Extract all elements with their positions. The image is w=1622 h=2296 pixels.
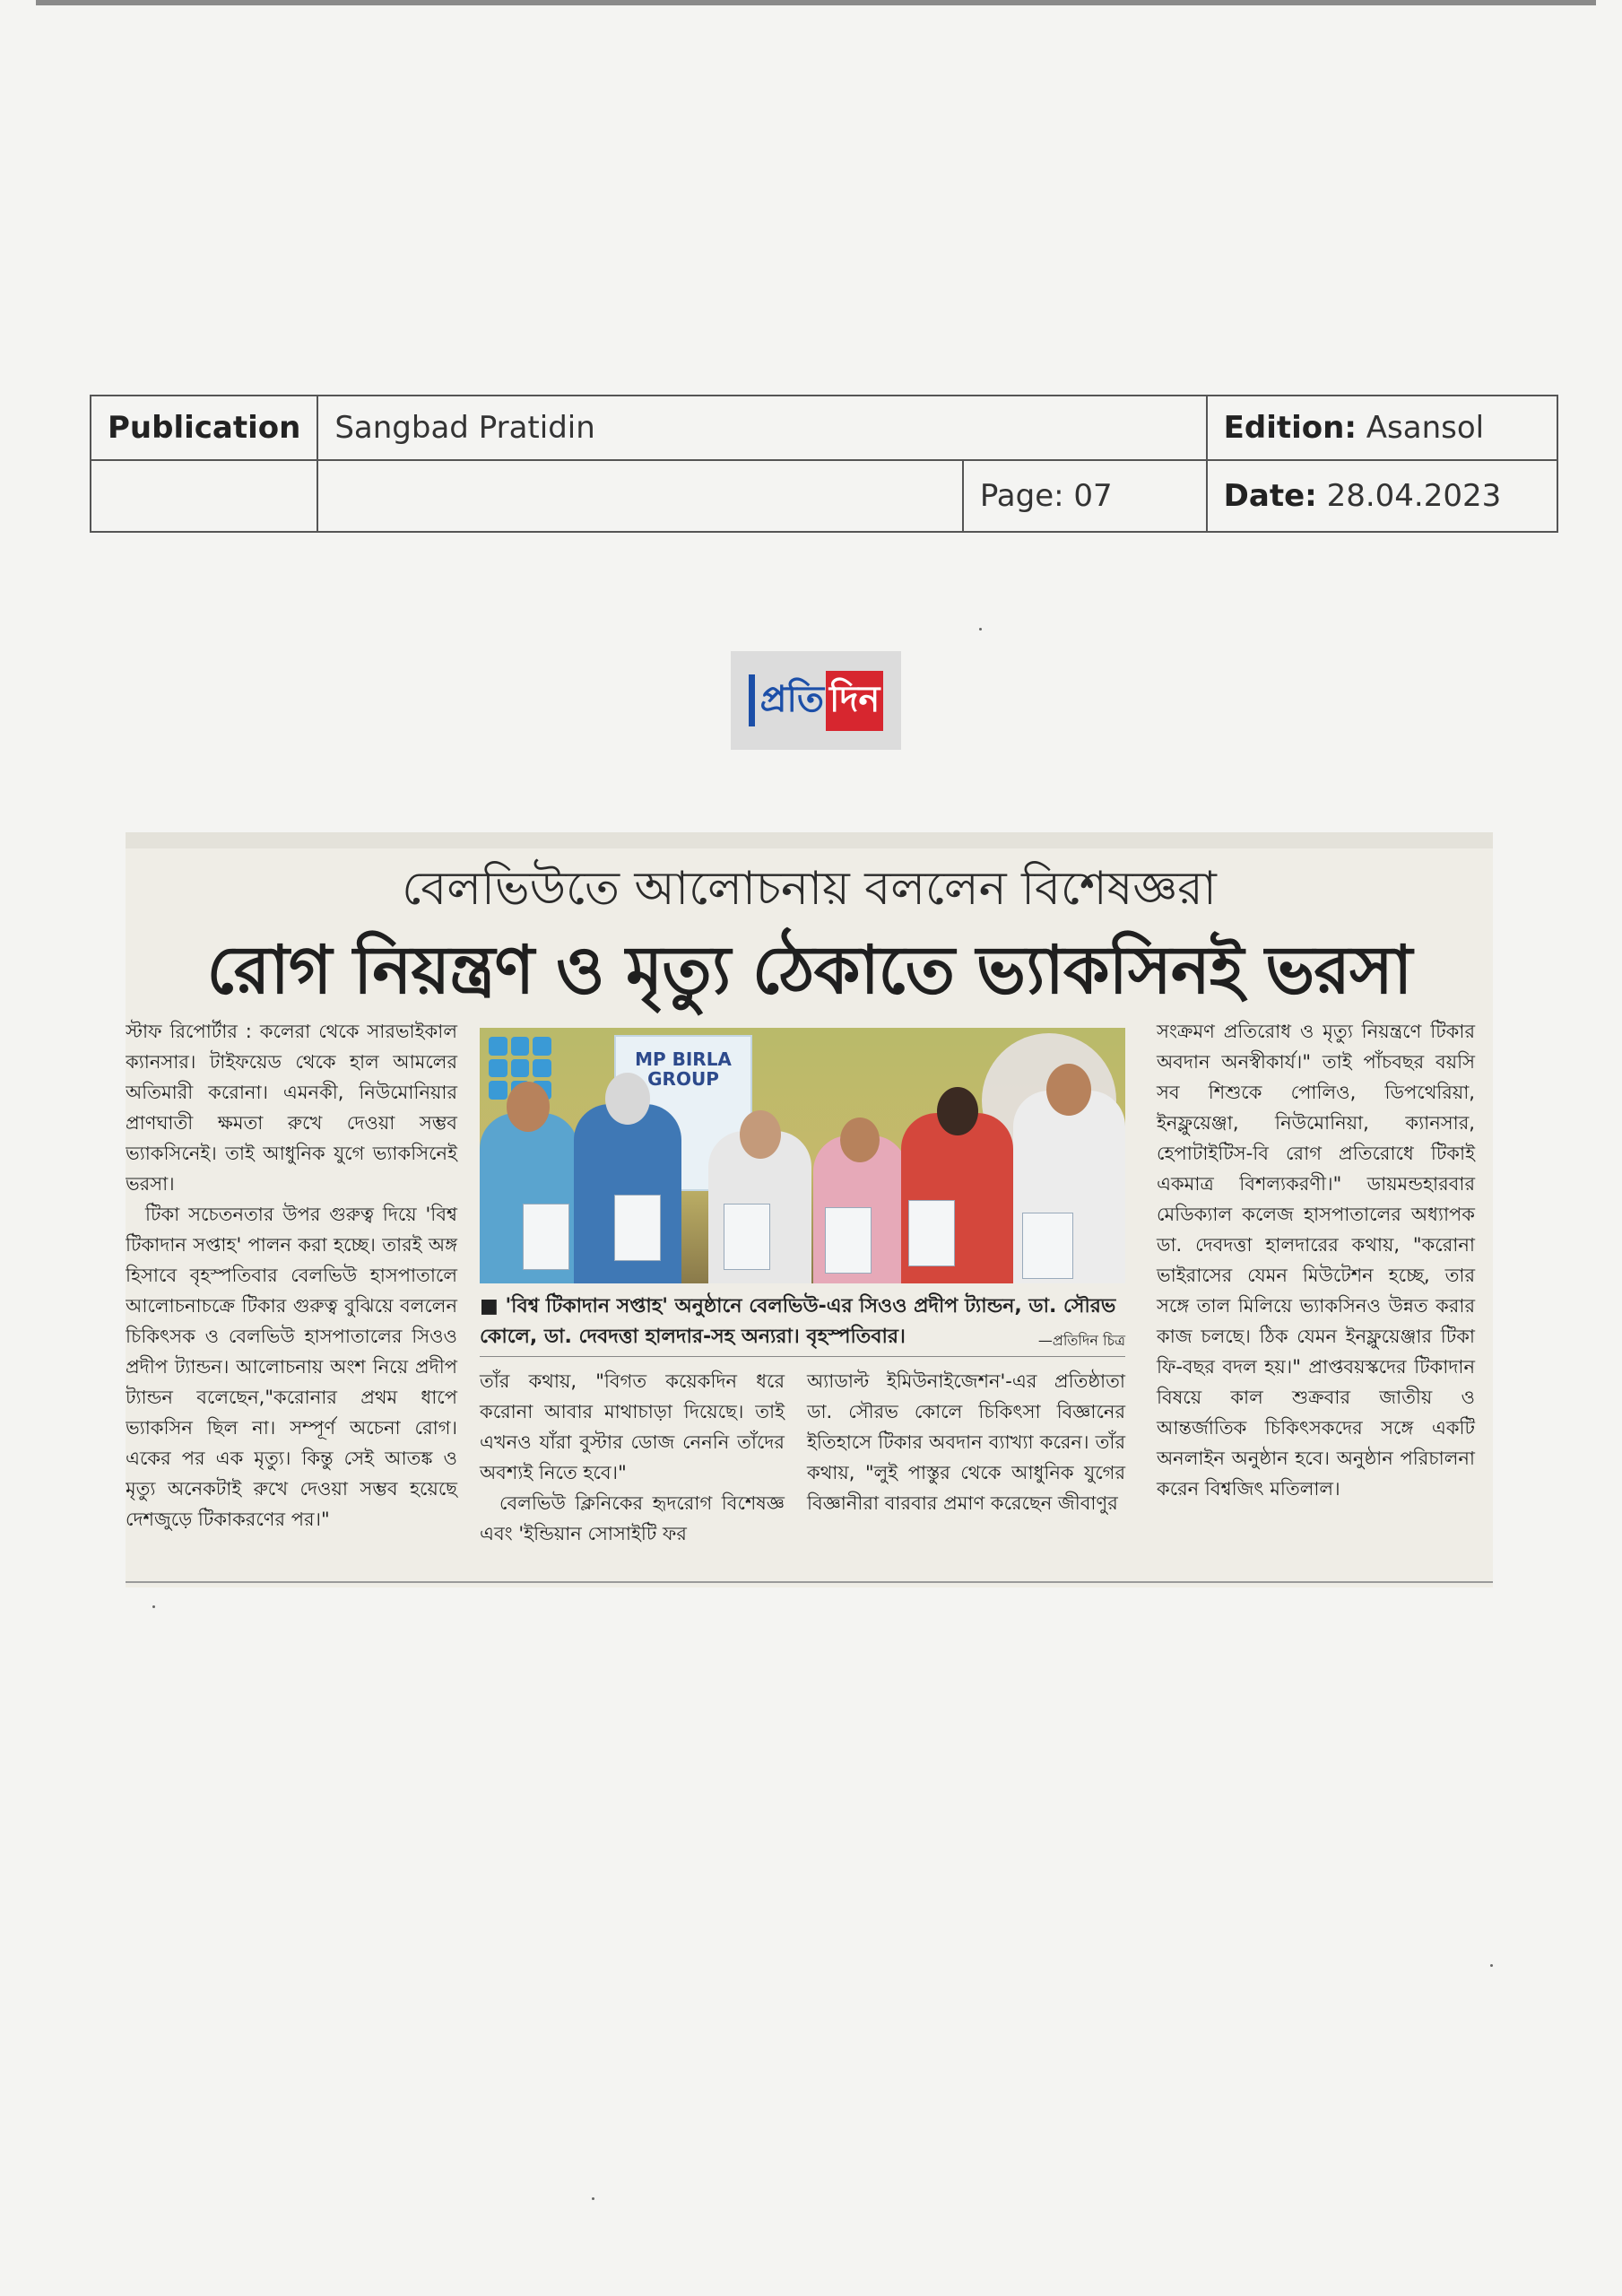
- bleed-through-strip: [126, 832, 1493, 848]
- clipping-metadata-table: [90, 395, 1558, 533]
- sponsor-banner-text: MP BIRLA GROUP: [635, 1048, 732, 1090]
- scan-speck: [152, 1605, 155, 1608]
- edition-label: Edition:: [1223, 410, 1357, 446]
- person-2-head: [605, 1073, 650, 1125]
- date-label: Date:: [1223, 478, 1317, 514]
- column-middle-2: [807, 1366, 1125, 1518]
- column-middle-1-paragraph-1: তাঁর কথায়, "বিগত কয়েকদিন ধরে করোনা আবার মাথাচাড়া দিয়েছে। তাই এখনও যাঁরা বুস্টার ডোজ নেননি তাঁদের অবশ্যই নিতে হবে।": [480, 1370, 785, 1483]
- edition-value: Asansol: [1366, 410, 1485, 446]
- held-poster: [825, 1207, 872, 1274]
- caption-divider: [480, 1356, 1125, 1357]
- publication-label-cell: [91, 396, 317, 460]
- person-6-head: [1046, 1064, 1091, 1116]
- person-1-head: [507, 1082, 550, 1132]
- date-value: 28.04.2023: [1326, 478, 1502, 514]
- column-right-paragraph-1: সংক্রমণ প্রতিরোধ ও মৃত্যু নিয়ন্ত্রণে টিকার অবদান অনস্বীকার্য।" তাই পাঁচবছর বয়সি সব শিশুকে পোলিও, ডিপথেরিয়া, ইনফ্লুয়েঞ্জা, নিউমোনিয়া, ক্যানসার, হেপাটাইটিস-বি রোগ প্রতিরোধে টিকাই একমাত্র বিশল্যকরণী।" ডায়মন্ডহারবার মেডিক্যাল কলেজ হাসপাতালের অধ্যাপক ডা. দেবদত্তা হালদারের কথায়, "করোনা ভাইরাসের যেমন মিউটেশন হচ্ছে, তার সঙ্গে তাল মিলিয়ে ভ্যাকসিনও উন্নত করার কাজ চলছে। ঠিক যেমন ইনফ্লুয়েঞ্জার টিকা ফি-বছর বদল হয়।" প্রাপ্তবয়স্কদের টিকাদান বিষয়ে কাল শুক্রবার জাতীয় ও আন্তর্জাতিক চিকিৎসকদের সঙ্গে একটি অনলাইন অনুষ্ঠান হবে। অনুষ্ঠান পরিচালনা করেন বিশ্বজিৎ মতিলাল।: [1157, 1021, 1475, 1500]
- empty-cell-left: [91, 460, 317, 532]
- newspaper-clipping: [126, 832, 1493, 1587]
- newspaper-logo: [731, 651, 901, 750]
- logo-text-part1: প্রতি: [759, 677, 824, 720]
- event-photo: [480, 1028, 1125, 1283]
- person-5-head: [937, 1087, 978, 1135]
- column-middle-1-paragraph-2: বেলভিউ ক্লিনিকের হৃদরোগ বিশেষজ্ঞ এবং 'ইন্ডিয়ান সোসাইটি ফর: [480, 1492, 785, 1544]
- publication-value: Sangbad Pratidin: [317, 396, 1206, 460]
- clipping-bottom-rule: [126, 1581, 1493, 1583]
- caption-text: ■ 'বিশ্ব টিকাদান সপ্তাহ' অনুষ্ঠানে বেলভিউ-এর সিওও প্রদীপ ট্যান্ডন, ডা. সৌরভ কোলে, ডা. দেবদত্তা হালদার-সহ অন্যরা। বৃহস্পতিবার।: [480, 1295, 1116, 1348]
- scan-speck: [979, 628, 982, 631]
- photo-credit: —প্রতিদিন চিত্র: [1037, 1332, 1125, 1349]
- person-3-head: [740, 1110, 781, 1159]
- column-left-paragraph-1: স্টাফ রিপোর্টার : কলেরা থেকে সারভাইকাল ক্যানসার। টাইফয়েড থেকে হাল আমলের অতিমারী করোনা। এমনকী, নিউমোনিয়ার প্রাণঘাতী ক্ষমতা রুখে দেওয়া সম্ভব ভ্যাকসিনেই। তাই আধুনিক যুগে ভ্যাকসিনেই ভরসা।: [126, 1021, 457, 1195]
- date-cell: [1207, 460, 1557, 532]
- logo-text-part2: দিন: [826, 671, 883, 731]
- page-value: Page: 07: [963, 460, 1207, 532]
- column-left: [126, 1016, 457, 1535]
- empty-cell-middle: [317, 460, 962, 532]
- held-poster: [523, 1204, 569, 1270]
- scan-top-edge: [36, 0, 1596, 5]
- column-middle-1: [480, 1366, 785, 1549]
- column-middle-2-paragraph-1: অ্যাডাল্ট ইমিউনাইজেশন'-এর প্রতিষ্ঠাতা ডা. সৌরভ কোলে চিকিৎসা বিজ্ঞানের ইতিহাসে টিকার অবদান ব্যাখ্যা করেন। তাঁর কথায়, "লুই পাস্তুর থেকে আধুনিক যুগের বিজ্ঞানীরা বারবার প্রমাণ করেছেন জীবাণুর: [807, 1370, 1125, 1514]
- held-poster: [1022, 1213, 1073, 1279]
- held-poster: [908, 1200, 955, 1266]
- photo-caption: [480, 1292, 1125, 1356]
- article-headline: রোগ নিয়ন্ত্রণ ও মৃত্যু ঠেকাতে ভ্যাকসিনই ভরসা: [206, 932, 1412, 1009]
- logo-bar: [749, 674, 755, 726]
- scan-speck: [1490, 1964, 1493, 1967]
- column-right: [1157, 1016, 1475, 1504]
- article-kicker: বেলভিউতে আলোচনায় বললেন বিশেষজ্ঞরা: [402, 862, 1217, 916]
- publication-label: Publication: [108, 410, 301, 446]
- held-poster: [724, 1204, 770, 1270]
- column-left-paragraph-2: টিকা সচেতনতার উপর গুরুত্ব দিয়ে 'বিশ্ব টিকাদান সপ্তাহ' পালন করা হচ্ছে। তারই অঙ্গ হিসাবে বৃহস্পতিবার বেলভিউ হাসপাতালে আলোচনাচক্রে টিকার গুরুত্ব বুঝিয়ে বললেন চিকিৎসক ও বেলভিউ হাসপাতালের সিওও প্রদীপ ট্যান্ডন। আলোচনায় অংশ নিয়ে প্রদীপ ট্যান্ডন বলেছেন,"করোনার প্রথম ধাপে ভ্যাকসিন ছিল না। সম্পূর্ণ অচেনা রোগ। একের পর এক মৃত্যু। কিন্তু সেই আতঙ্ক ও মৃত্যু অনেকটাই রুখে দেওয়া সম্ভব হয়েছে দেশজুড়ে টিকাকরণের পর।": [126, 1204, 457, 1530]
- held-poster: [614, 1195, 661, 1261]
- edition-cell: [1207, 396, 1557, 460]
- scan-speck: [592, 2197, 594, 2200]
- person-4-head: [840, 1118, 880, 1162]
